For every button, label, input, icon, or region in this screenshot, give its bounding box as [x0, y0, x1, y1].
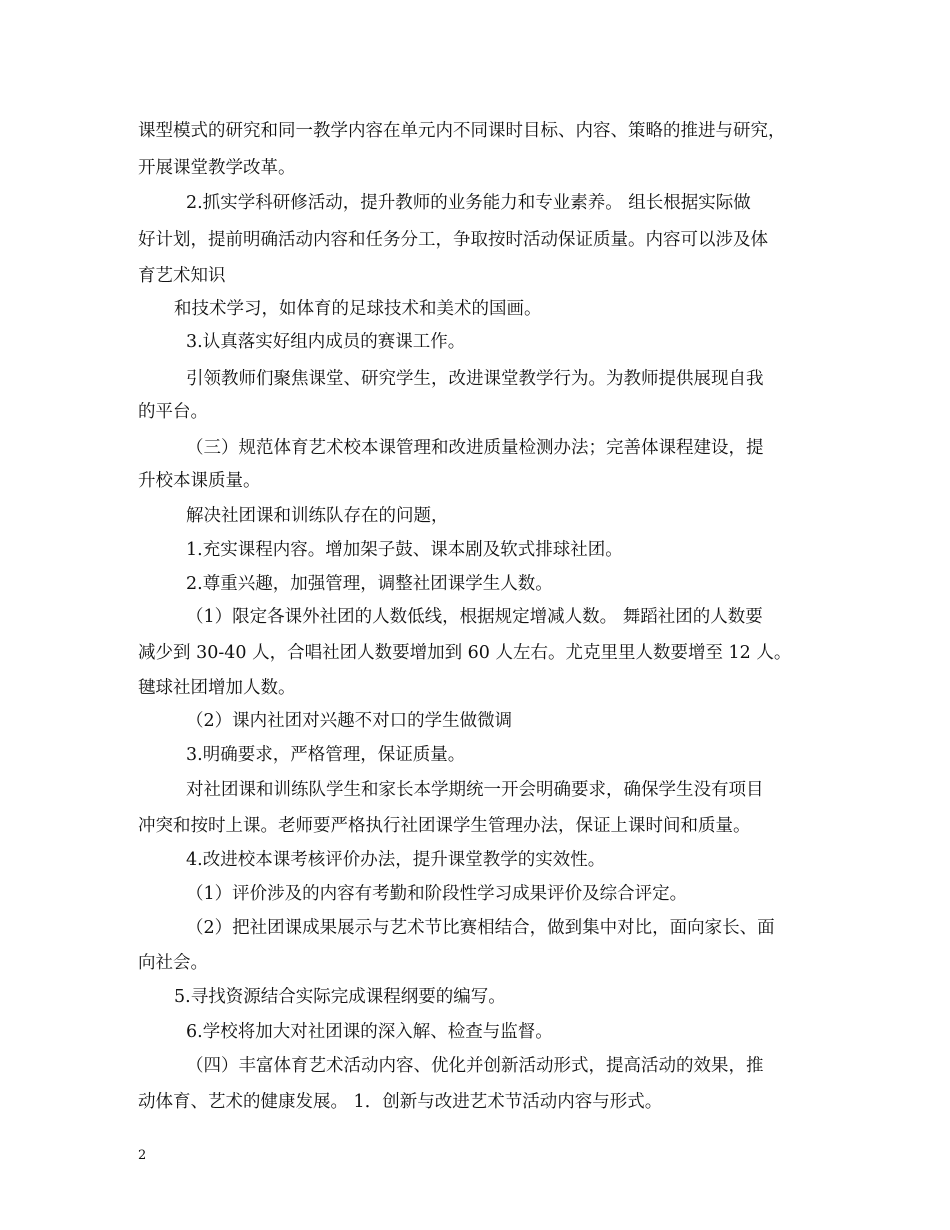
text-line: 4.改进校本课考核评价办法，提升课堂教学的实效性。 [186, 850, 606, 870]
text-line: （三）规范体育艺术校本课管理和改进质量检测办法；完善体课程建设，提 [186, 438, 764, 458]
text-line: 2.抓实学科研修活动，提升教师的业务能力和专业素养。 组长根据实际做 [186, 193, 751, 213]
text-line: 升校本课质量。 [138, 471, 261, 491]
text-line: 向社会。 [138, 953, 208, 973]
text-line: （2）课内社团对兴趣不对口的学生做微调 [186, 711, 513, 731]
text-line: 解决社团课和训练队存在的问题， [186, 506, 449, 526]
text-line: （四）丰富体育艺术活动内容、优化并创新活动形式，提高活动的效果，推 [186, 1056, 764, 1076]
text-line: 6.学校将加大对社团课的深入解、检查与监督。 [186, 1022, 553, 1042]
text-line: （1）限定各课外社团的人数低线，根据规定增减人数。 舞蹈社团的人数要 [186, 607, 763, 627]
text-line: 1.充实课程内容。增加架子鼓、课本剧及软式排球社团。 [186, 540, 623, 560]
text-line: 动体育、艺术的健康发展。 1．创新与改进艺术节活动内容与形式。 [138, 1092, 663, 1112]
text-line: 好计划，提前明确活动内容和任务分工，争取按时活动保证质量。内容可以涉及体 [138, 230, 768, 250]
text-line: 毽球社团增加人数。 [138, 678, 296, 698]
text-line: 对社团课和训练队学生和家长本学期统一开会明确要求，确保学生没有项目 [186, 780, 764, 800]
text-line: 5.寻找资源结合实际完成课程纲要的编写。 [174, 987, 506, 1007]
text-line: 开展课堂教学改革。 [138, 158, 296, 178]
text-line: 减少到 30-40 人，合唱社团人数要增加到 60 人左右。尤克里里人数要增至 12 人。 [138, 643, 792, 663]
text-line: 育艺术知识 [138, 266, 226, 286]
text-line: 2.尊重兴趣，加强管理，调整社团课学生人数。 [186, 574, 553, 594]
page-number: 2 [138, 1148, 147, 1163]
text-line: 的平台。 [138, 402, 208, 422]
text-line: （2）把社团课成果展示与艺术节比赛相结合，做到集中对比，面向家长、面 [186, 918, 775, 938]
text-line: 冲突和按时上课。老师要严格执行社团课学生管理办法，保证上课时间和质量。 [138, 816, 751, 836]
text-line: 引领教师们聚焦课堂、研究学生，改进课堂教学行为。为教师提供展现自我 [186, 369, 764, 389]
text-line: （1）评价涉及的内容有考勤和阶段性学习成果评价及综合评定。 [186, 884, 688, 904]
text-line: 课型模式的研究和同一教学内容在单元内不同课时目标、内容、策略的推进与研究， [138, 121, 786, 141]
text-line: 和技术学习，如体育的足球技术和美术的国画。 [174, 299, 542, 319]
text-line: 3.认真落实好组内成员的赛课工作。 [186, 332, 466, 352]
text-line: 3.明确要求，严格管理，保证质量。 [186, 745, 466, 765]
